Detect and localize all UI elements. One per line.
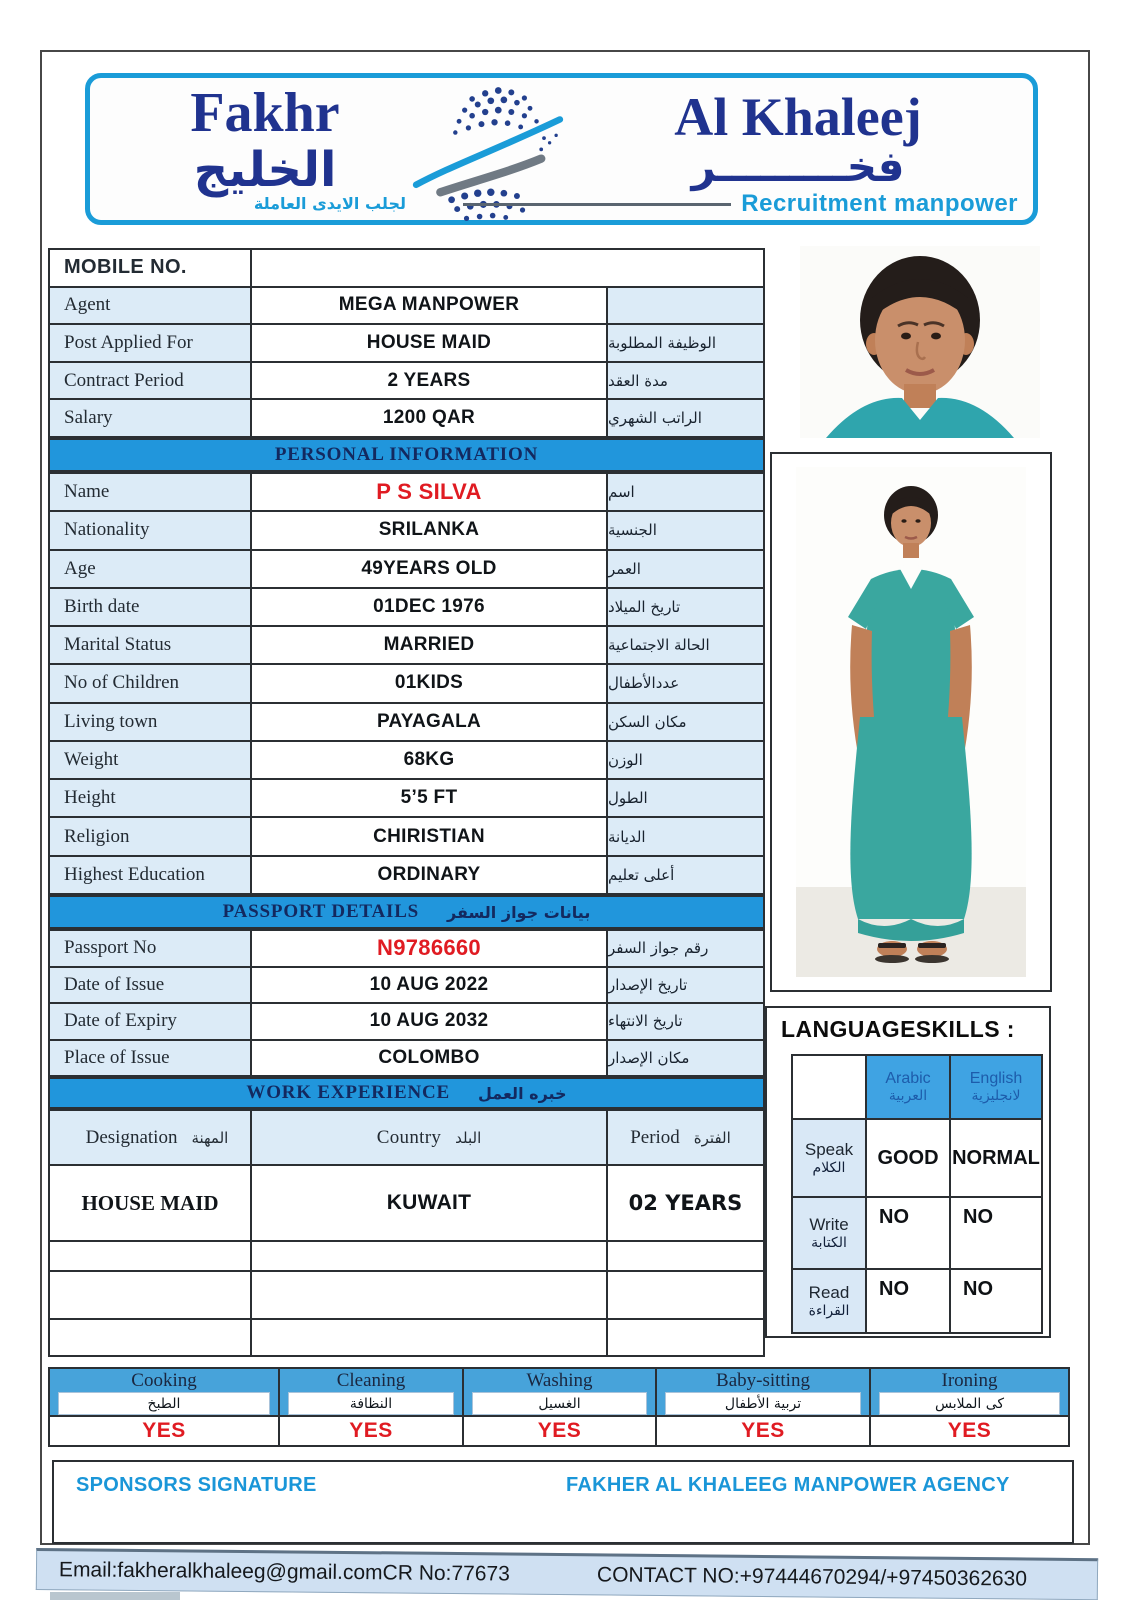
brand-name-ar-left: الخليج [193,142,337,198]
column-header-designation: Designation المهنة [50,1111,252,1164]
row-label: Weight [50,742,252,778]
table-row [50,778,763,816]
table-row [50,663,763,701]
skill-ironing: Ironing كى الملابس YES [869,1369,1068,1445]
row-value: 10 AUG 2022 [252,968,608,1003]
table-row [50,855,763,893]
language-row-speak: Speak الكلام GOOD NORMAL [793,1118,1041,1196]
row-label: Religion [50,818,252,854]
table-row [50,250,763,286]
row-label: Age [50,551,252,587]
passport-table [48,929,765,1077]
speak-english-value: NORMAL [949,1120,1041,1196]
row-label: Birth date [50,589,252,625]
language-header-row [793,1056,1041,1118]
work-entry-row [50,1164,763,1240]
row-value: SRILANKA [252,512,608,548]
section-title: PERSONAL INFORMATION [274,444,539,465]
brand-left [120,84,410,213]
table-row [50,740,763,778]
row-label: Height [50,780,252,816]
brand-name-en-right: Al Khaleej [674,87,922,147]
section-title-arabic: بيانات جواز السفر [447,902,591,922]
applicant-name-value: P S SILVA [252,474,608,510]
table-row [50,1002,763,1039]
applicant-full-body-photo [796,467,1026,977]
read-arabic-value: NO [865,1270,949,1332]
skill-baby-sitting-value: YES [657,1415,869,1445]
row-value: MEGA MANPOWER [252,288,608,324]
row-value: CHIRISTIAN [252,818,608,854]
row-label: Passport No [50,931,252,966]
row-label: Date of Issue [50,968,252,1003]
work-empty-row [50,1240,763,1270]
row-value: 68KG [252,742,608,778]
row-label: Highest Education [50,857,252,893]
section-title: WORK EXPERIENCE [246,1082,451,1103]
row-value: 10 AUG 2032 [252,1004,608,1039]
work-designation-value: HOUSE MAID [50,1166,252,1240]
row-label-arabic: الراتب الشهري [608,400,763,436]
work-country-value: KUWAIT [252,1166,608,1240]
applicant-full-body-photo-frame [770,452,1052,992]
row-value: COLOMBO [252,1041,608,1076]
row-label-arabic: الحالة الاجتماعية [608,627,763,663]
skill-washing: Washing الغسيل YES [462,1369,655,1445]
speak-arabic-value: GOOD [865,1120,949,1196]
table-row [50,398,763,436]
skill-cleaning: Cleaning النظافة YES [278,1369,462,1445]
table-row [50,323,763,361]
signature-box [52,1460,1074,1544]
mobile-no-label: MOBILE NO. [50,250,252,286]
row-value: 01DEC 1976 [252,589,608,625]
skill-cooking: Cooking الطبخ YES [50,1369,278,1445]
language-row-read: Read القراءة NO NO [793,1268,1041,1332]
table-row [50,549,763,587]
row-label: Place of Issue [50,1041,252,1076]
mobile-no-value-empty [252,250,763,286]
section-title: PASSPORT DETAILS [222,901,420,922]
table-row [50,1039,763,1076]
row-label: Marital Status [50,627,252,663]
row-label-arabic: تاريخ الإصدار [608,968,763,1003]
row-label-arabic: اسم [608,474,763,510]
sponsors-signature-label: SPONSORS SIGNATURE [76,1474,317,1496]
row-label: Agent [50,288,252,324]
divider-line [463,203,731,206]
column-header-country: Country البلد [252,1111,608,1164]
table-row [50,702,763,740]
row-label-arabic: العمر [608,551,763,587]
email-cr-text: Email:fakheralkhaleeg@gmail.comCR No:77673 [58,1558,510,1586]
row-label: Salary [50,400,252,436]
table-row [50,625,763,663]
row-label-arabic: أعلى تعليم [608,857,763,893]
section-title-arabic: خبره العمل [478,1083,567,1103]
write-arabic-value: NO [865,1198,949,1268]
brand-right [578,88,1018,218]
row-value: 5’5 FT [252,780,608,816]
scan-artifact [50,1592,180,1600]
work-header-row [50,1111,763,1164]
personal-info-section-header [48,438,765,472]
language-skills-table [791,1054,1043,1334]
row-label-arabic: الديانة [608,818,763,854]
row-label-arabic: الطول [608,780,763,816]
contract-info-table [48,248,765,438]
personal-info-table [48,472,765,895]
table-row [50,587,763,625]
row-label-arabic: مكان الإصدار [608,1041,763,1076]
row-label: Post Applied For [50,325,252,361]
row-value: 49YEARS OLD [252,551,608,587]
row-label: Nationality [50,512,252,548]
row-label: No of Children [50,665,252,701]
applicant-headshot-photo [800,246,1040,438]
contact-footer-bar [36,1548,1098,1600]
skill-cleaning-value: YES [280,1415,462,1445]
arabic-column-header: Arabic العربية [865,1056,949,1118]
row-label-arabic: عددالأطفال [608,665,763,701]
write-english-value: NO [949,1198,1041,1268]
row-value: PAYAGALA [252,704,608,740]
brand-name-ar-right: فخـــــــــر [691,142,905,191]
table-row [50,361,763,399]
work-experience-section-header [48,1077,765,1109]
row-label: Name [50,474,252,510]
contact-number-text: CONTACT NO:+97444670294/+97450362630 [596,1563,1028,1591]
row-label: Living town [50,704,252,740]
household-skills-table [48,1367,1070,1447]
passport-number-value: N9786660 [252,931,608,966]
work-empty-row [50,1318,763,1355]
table-row [50,931,763,966]
language-skills-title: LANGUAGESKILLS : [781,1016,1015,1042]
read-english-value: NO [949,1270,1041,1332]
row-label-arabic: مدة العقد [608,363,763,399]
row-label: Contract Period [50,363,252,399]
table-row [50,474,763,510]
work-empty-row [50,1270,763,1318]
blank-cell [793,1056,865,1118]
table-row [50,510,763,548]
row-label-arabic: الوظيفة المطلوبة [608,325,763,361]
table-row [50,966,763,1003]
skill-washing-value: YES [464,1415,655,1445]
row-label-arabic: الوزن [608,742,763,778]
row-value: 2 YEARS [252,363,608,399]
agency-name-label: FAKHER AL KHALEEG MANPOWER AGENCY [566,1474,1010,1496]
row-value: ORDINARY [252,857,608,893]
passport-section-header [48,895,765,929]
skill-cooking-value: YES [50,1415,278,1445]
row-label-arabic: تاريخ الانتهاء [608,1004,763,1039]
skill-baby-sitting: Baby-sitting تربية الأطفال YES [655,1369,869,1445]
row-label-arabic: الجنسية [608,512,763,548]
work-experience-table [48,1109,765,1357]
row-value: 1200 QAR [252,400,608,436]
row-label: Date of Expiry [50,1004,252,1039]
tagline-arabic: لجلب الايدى العاملة [253,194,406,213]
table-row [50,286,763,324]
skill-ironing-value: YES [871,1415,1068,1445]
column-header-period: Period الفترة [608,1111,763,1164]
work-period-value: 02 YEARS [608,1166,763,1240]
table-row [50,816,763,854]
language-row-write: Write الكتابة NO NO [793,1196,1041,1268]
agency-logo-banner [85,73,1038,225]
english-column-header: English لانجليزية [949,1056,1041,1118]
brand-name-en-left: Fakhr [190,82,340,144]
row-value: MARRIED [252,627,608,663]
tagline-english: Recruitment manpower [741,190,1018,217]
row-label-arabic: رقم جواز السفر [608,931,763,966]
row-value: HOUSE MAID [252,325,608,361]
language-skills-panel [765,1006,1051,1338]
row-label-arabic: مكان السكن [608,704,763,740]
row-value: 01KIDS [252,665,608,701]
row-label-arabic: تاريخ الميلاد [608,589,763,625]
row-label-arabic [608,288,763,324]
